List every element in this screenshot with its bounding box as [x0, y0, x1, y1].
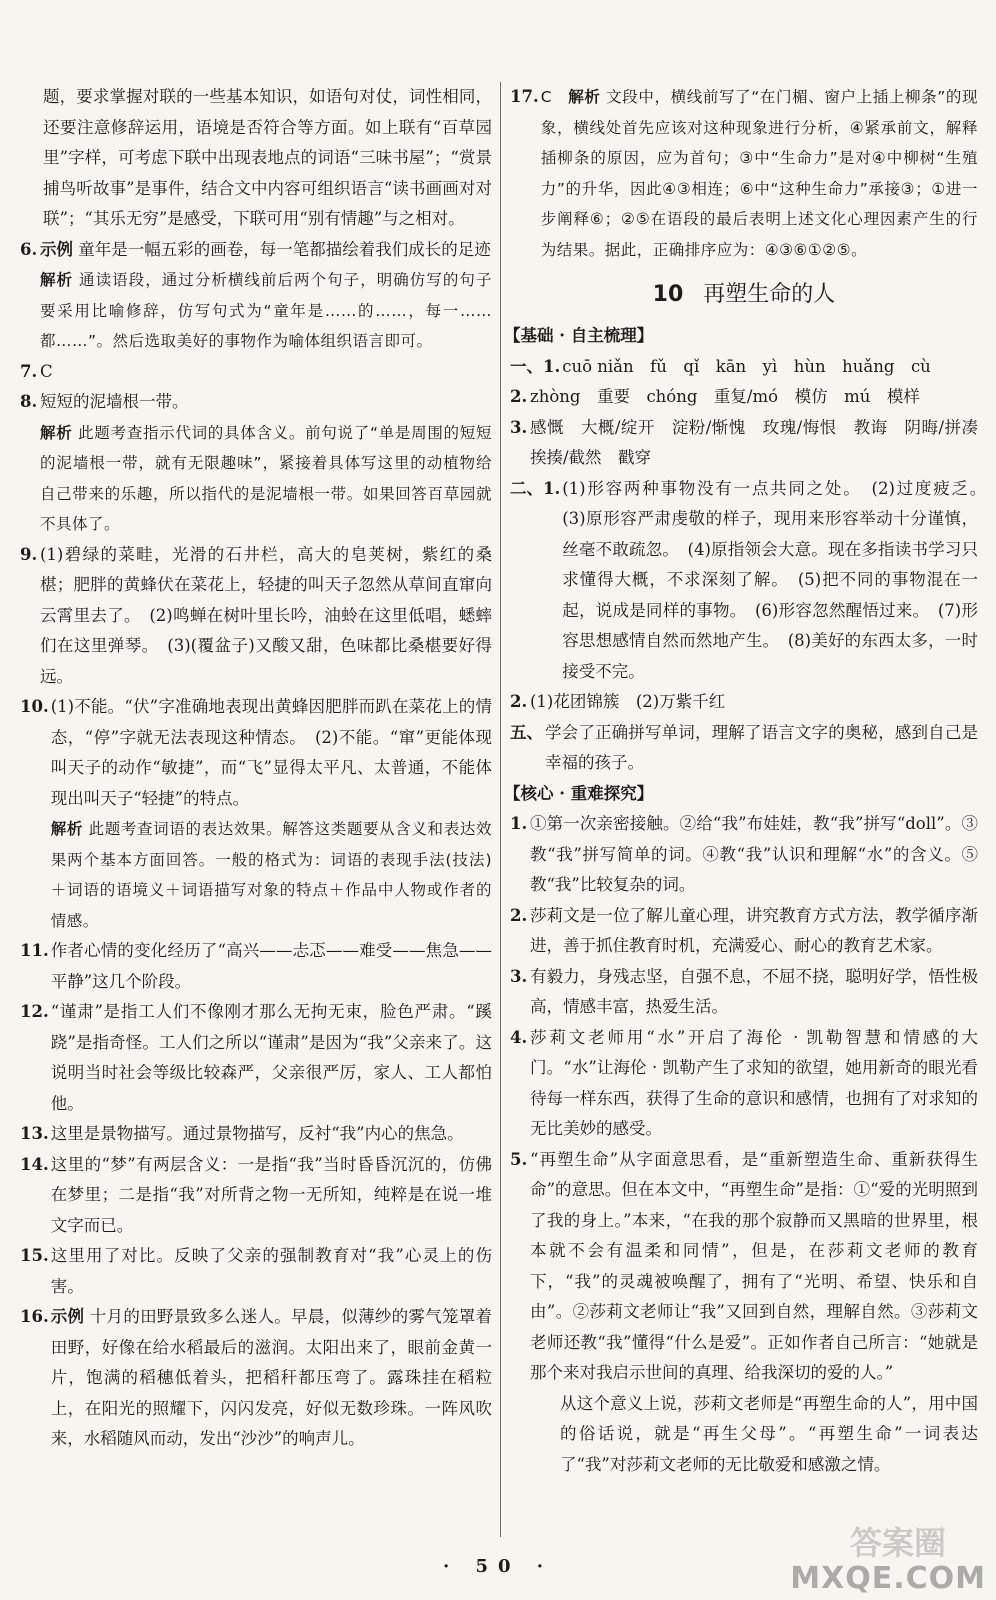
answer-number: 2. [510, 692, 528, 711]
answer-number: 一、1. [510, 356, 561, 376]
answer-text: zhòng 重要 chóng 重复/mó 模仿 mú 模样 [530, 387, 920, 406]
answer-number: 五、 [510, 722, 543, 742]
answer-6 [20, 235, 492, 357]
answer-text: 十月的田野景致多么迷人。早晨，似薄纱的雾气笼罩着田野，好像在给水稻最后的滋润。太阳出来了，眼前金黄一片，饱满的稻穗低着头，把稻秆都压弯了。露珠挂在稻粒上，在阳光的照耀下，闪闪发亮，好似无数珍珠。一阵风吹来，水稻随风而动，发出“沙沙”的响声儿。 [50, 1307, 493, 1448]
answer-5 [510, 718, 978, 779]
left-column [20, 82, 492, 1455]
core-answer-1 [510, 809, 978, 901]
analysis-text: 文段中，横线前写了“在门楣、窗户上插上柳条”的现象，横线处首先应该对这种现象进行分析，④紧承前文，解释插柳条的原因，应为首句；③中“生命力”是对④中柳树“生殖力”的升华，因此④③相连；⑥中“这种生命力”承接③；①进一步阐释⑥；②⑤在语段的最后表明上述文化心理因素产生的行为结果。据此，正确排序应为：④③⑥①②⑤。 [540, 88, 978, 259]
subsection-heading-core: 【核心 · 重难探究】 [504, 783, 654, 803]
answer-text: cuō niǎn fǔ qǐ kān yì hùn huǎng cù [562, 356, 931, 376]
answer-15 [20, 1241, 492, 1302]
watermark-logo: MXQE.COM [790, 1561, 986, 1596]
example-tag: 示例 [40, 239, 73, 259]
analysis-tag: 解析 [568, 88, 601, 106]
analysis-text: 此题考查指示代词的具体含义。前句说了“单是周围的短短的泥墙根一带，就有无限趣味”，紧接着具体写这里的动植物给自己带来的乐趣，所以指代的是泥墙根一带。如果回答百草园就不具体了。 [40, 423, 492, 533]
answer-number: 12. [20, 1002, 49, 1021]
answer-text: 有毅力，身残志坚，自强不息，不屈不挠，聪明好学，悟性极高，情感丰富，热爱生活。 [530, 966, 978, 1016]
answer-number: 2. [510, 905, 528, 925]
answer-1-1 [510, 352, 978, 383]
answer-text: 这里是景物描写。通过景物描写，反衬“我”内心的焦急。 [50, 1124, 464, 1143]
answer-9 [20, 540, 492, 693]
answer-text: C [540, 88, 553, 106]
section-name: 再塑生命的人 [703, 282, 836, 307]
analysis-text: 通读语段，通过分析横线前后两个句子，明确仿写的句子要采用比喻修辞，仿写句式为“童年是……的……，每一……都……”。然后选取美好的事物作为喻体组织语言即可。 [40, 271, 492, 350]
answer-number: 8. [20, 392, 38, 411]
answer-number: 3. [510, 417, 528, 437]
answer-text: “再塑生命”从字面意思看，是“重新塑造生命、重新获得生命”的意思。但在本文中，“再塑生命”是指：①“爱的光明照到了我的身上。”本来，“在我的那个寂静而又黑暗的世界里，根本就不会有温柔和同情”，但是，在莎莉文老师的教育下，“我”的灵魂被唤醒了，拥有了“光明、希望、快乐和自由”。②莎莉文老师让“我”又回到自然，理解自然。③莎莉文老师还教“我”懂得“什么是爱”。正如作者自己所言：“她就是那个来对我启示世间的真理、给我深切的爱的人。” [530, 1149, 978, 1382]
answer-text: 感慨 大概/绽开 淀粉/惭愧 玫瑰/悔恨 教诲 阴晦/拼凑 挨揍/截然 戳穿 [530, 417, 995, 467]
answer-text: 莎莉文是一位了解儿童心理，讲究教育方式方法，教学循序渐进，善于抓住教育时机，充满爱心、耐心的教育艺术家。 [530, 905, 978, 955]
analysis-tag: 解析 [40, 423, 73, 442]
answer-text: 这里的“梦”有两层含义：一是指“我”当时昏昏沉沉的，仿佛在梦里；二是指“我”对所背之物一无所知，纯粹是在说一堆文字而已。 [50, 1154, 492, 1235]
q5-continued-analysis: 题，要求掌握对联的一些基本知识，如语句对仗，词性相同，还要注意修辞运用，语境是否符合等方面。如上联有“百草园里”字样，可考虑下联中出现表地点的词语“三味书屋”；“赏景捕鸟听故事”是事件，结合文中内容可组织语言“读书画画对对联”；“其乐无穷”是感受，下联可用“别有情趣”与之相对。 [43, 87, 492, 228]
answer-number: 17. [510, 87, 539, 106]
answer-text: 短短的泥墙根一带。 [40, 392, 189, 411]
analysis-tag: 解析 [50, 820, 84, 838]
answer-12 [20, 997, 492, 1119]
example-tag: 示例 [50, 1307, 85, 1326]
core-answer-2 [510, 901, 978, 962]
answer-number: 13. [20, 1124, 49, 1143]
section-number: 10 [652, 282, 684, 307]
answer-text: 这里用了对比。反映了父亲的强制教育对“我”心灵上的伤害。 [50, 1246, 492, 1296]
answer-number: 16. [20, 1307, 49, 1326]
answer-number: 11. [20, 941, 49, 960]
answer-text: 莎莉文老师用“水”开启了海伦 · 凯勒智慧和情感的大门。“水”让海伦 · 凯勒产生了求知的欲望，她用新奇的眼光看待每一样东西，获得了生命的意识和感情，也拥有了对求知的无比美妙的感受。 [530, 1027, 978, 1138]
answer-number: 7. [20, 361, 38, 381]
core-answer-4 [510, 1023, 978, 1145]
answer-10 [20, 692, 492, 936]
answer-text: (1)不能。“伏”字准确地表现出黄蜂因肥胖而趴在菜花上的情态，“停”字就无法表现这种情态。 (2)不能。“窜”更能体现叫天子的动作“敏捷”，而“飞”显得太平凡、太普通，不能体现出叫天子“轻捷”的特点。 [50, 697, 492, 808]
answer-text: (1)花团锦簇 (2)万紫千红 [530, 692, 726, 711]
answer-1-3 [510, 413, 995, 474]
answer-16 [20, 1302, 492, 1455]
core-answer-3 [510, 962, 978, 1023]
watermark-logo-cn: 答案圈 [849, 1524, 946, 1562]
core-answer-5 [510, 1145, 978, 1389]
answer-number: 14. [20, 1154, 49, 1174]
answer-text: (1)形容两种事物没有一点共同之处。 (2)过度疲乏。 (3)原形容严肃虔敬的样子，现用来形容举动十分谨慎，丝毫不敢疏忽。 (4)原指领会大意。现在多指读书学习只求懂得大概，不求深刻了解。 (5)把不同的事物混在一起，说成是同样的事物。 (6)形容忽然醒悟过来。 (7)形容思想感情自然而然地产生。 (8)美好的东西太多，一时接受不完。 [562, 478, 995, 681]
answer-number: 10. [20, 697, 49, 716]
answer-number: 1. [510, 814, 528, 833]
answer-text: (1)碧绿的菜畦，光滑的石井栏，高大的皂荚树，紫红的桑椹；肥胖的黄蜂伏在菜花上，轻捷的叫天子忽然从草间直窜向云霄里去了。 (2)鸣蝉在树叶里长吟，油蛉在这里低唱，蟋蟀们在这里弹琴。 (3)(覆盆子)又酸又甜，色味都比桑椹要好得远。 [40, 544, 492, 686]
answer-2-2 [510, 687, 978, 718]
answer-text: “谨肃”是指工人们不像刚才那么无拘无束，脸色严肃。“蹊跷”是指奇怪。工人们之所以“谨肃”是因为“我”父亲来了。这说明当时社会等级比较森严，父亲很严厉，家人、工人都怕他。 [50, 1002, 492, 1113]
answer-text: 作者心情的变化经历了“高兴——忐忑——难受——焦急——平静”这几个阶段。 [50, 941, 492, 991]
section-title [510, 273, 978, 317]
answer-2-1 [510, 474, 995, 688]
answer-number: 15. [20, 1246, 49, 1265]
answer-number: 5. [510, 1149, 528, 1169]
subsection-heading-basics: 【基础 · 自主梳理】 [504, 326, 654, 345]
answer-text: ①第一次亲密接触。②给“我”布娃娃，教“我”拼写“doll”。③教“我”拼写简单的词。④教“我”认识和理解“水”的含义。⑤教“我”比较复杂的词。 [530, 814, 978, 894]
answer-text: 童年是一幅五彩的画卷，每一笔都描绘着我们成长的足迹 [78, 239, 491, 259]
answer-number: 2. [510, 387, 528, 406]
analysis-tag: 解析 [40, 271, 74, 289]
answer-17 [510, 82, 978, 265]
answer-number: 3. [510, 966, 528, 986]
column-divider [500, 82, 501, 1537]
answer-number: 9. [20, 544, 38, 564]
answer-number: 4. [510, 1027, 528, 1047]
page-number: · 50 · [442, 1556, 554, 1577]
answer-number: 二、1. [510, 478, 561, 498]
answer-text: C [40, 361, 53, 381]
answer-11 [20, 936, 492, 997]
analysis-text: 此题考查词语的表达效果。解答这类题要从含义和表达效果两个基本方面回答。一般的格式为：词语的表现手法(技法)＋词语的语境义＋词语描写对象的特点＋作品中人物或作者的情感。 [50, 820, 492, 930]
answer-number: 6. [20, 239, 38, 259]
answer-14 [20, 1150, 492, 1242]
answer-8 [20, 387, 492, 540]
right-column [504, 82, 995, 1480]
answer-7 [20, 357, 492, 388]
answer-13 [20, 1119, 492, 1150]
core-answer-5-continued: 从这个意义上说，莎莉文老师是“再塑生命的人”，用中国的俗话说，就是“再生父母”。“再塑生命”一词表达了“我”对莎莉文老师的无比敬爱和感激之情。 [560, 1393, 978, 1474]
answer-text: 学会了正确拼写单词，理解了语言文字的奥秘，感到自己是幸福的孩子。 [545, 722, 978, 772]
answer-1-2 [510, 382, 978, 413]
